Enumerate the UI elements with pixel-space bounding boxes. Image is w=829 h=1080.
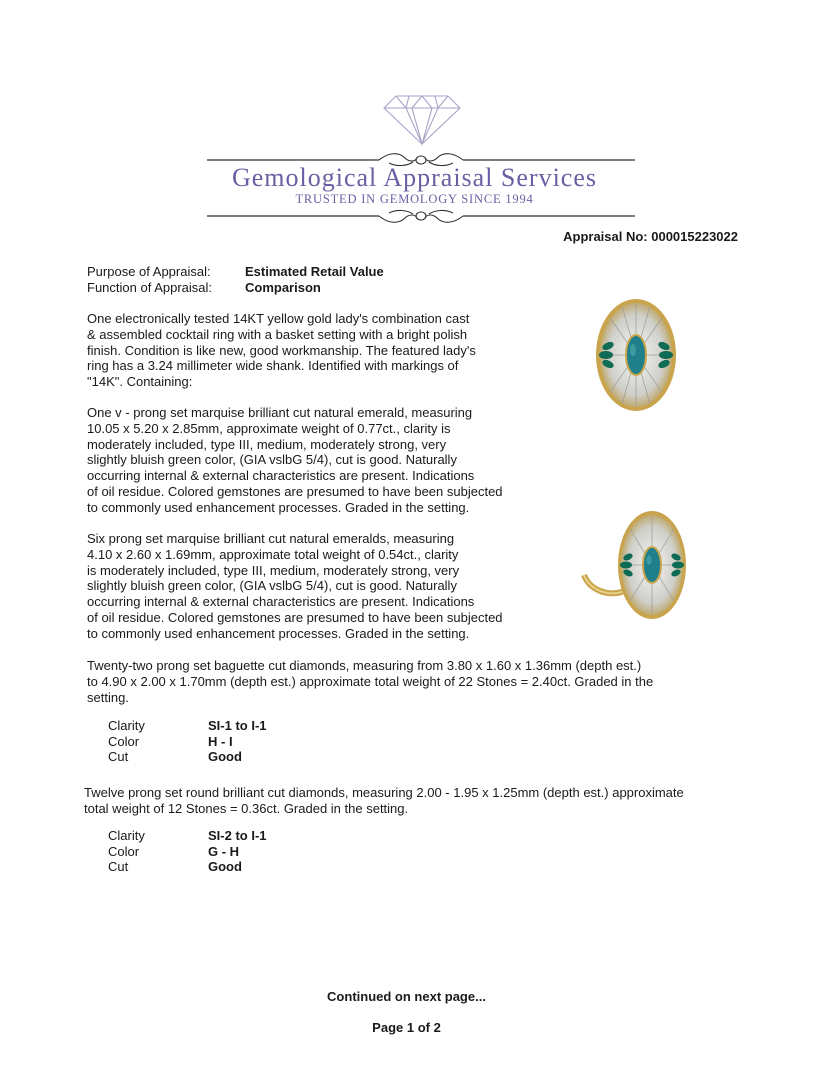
spec-row [108,734,267,750]
ornament-rule-bottom [207,205,635,227]
continued-notice: Continued on next page... [327,989,486,1004]
spec-value: G - H [208,843,240,859]
spec-row [108,859,267,875]
spec-row [108,718,267,734]
spec-value: SI-2 to I-1 [208,828,267,843]
spec-row [108,828,267,844]
ring-photo-top-view [588,296,684,414]
spec-label: Clarity [108,828,145,843]
page-number: Page 1 of 2 [372,1020,441,1035]
function-value: Comparison [245,280,321,295]
spec-value: H - I [208,733,233,749]
baguette-diamonds-description: Twenty-two prong set baguette cut diamonds, measuring from 3.80 x 1.60 x 1.36mm (depth est.) to 4.90 x 2.00 x 1.70mm (depth est.) approximate total weight of 22 Stones = 2.40ct. Graded in the setting. [87,658,654,705]
spec-label: Cut [108,749,129,764]
appraisal-number: Appraisal No: 000015223022 [563,229,738,244]
baguette-spec-table [108,718,267,765]
purpose-label: Purpose of Appraisal: [87,264,211,279]
purpose-row [87,264,384,279]
spec-value: SI-1 to I-1 [208,718,267,733]
center-emerald-description: One v - prong set marquise brilliant cut natural emerald, measuring 10.05 x 5.20 x 2.85mm, approximate weight of 0.77ct., clarity is moderately included, type III, medium, moderately strong, very slightly bluish green color, (GIA vslbG 5/4), cut is good. Naturally occurring internal & external characteristics are present. Indications of oil residue. Colored gemstones are presumed to have been subjected to commonly used enhancement processes. Graded in the setting. [87,405,503,515]
spec-label: Color [108,733,140,749]
purpose-value: Estimated Retail Value [245,264,384,279]
round-diamonds-description: Twelve prong set round brilliant cut diamonds, measuring 2.00 - 1.95 x 1.25mm (depth est.) approximate total weight of 12 Stones = 0.36ct. Graded in the setting. [84,785,684,816]
spec-label: Color [108,843,140,859]
spec-row [108,749,267,765]
company-name: Gemological Appraisal Services [231,163,598,192]
spec-value: Good [208,749,242,764]
side-emeralds-description: Six prong set marquise brilliant cut natural emeralds, measuring 4.10 x 2.60 x 1.69mm, approximate total weight of 0.54ct., clarity is moderately included, type III, medium, moderately strong, very slightly bluish green color, (GIA vslbG 5/4), cut is good. Naturally occurring internal & external characteristics are present. Indications of oil residue. Colored gemstones are presumed to have been subjected to commonly used enhancement processes. Graded in the setting. [87,531,503,641]
function-row [87,280,321,295]
spec-value: Good [208,859,242,874]
spec-row [108,844,267,860]
diamond-logo-icon [382,94,462,146]
ring-photo-angled-view [580,505,690,625]
spec-label: Cut [108,859,129,874]
round-spec-table [108,828,267,875]
function-label: Function of Appraisal: [87,280,213,295]
spec-label: Clarity [108,718,145,733]
ring-description: One electronically tested 14KT yellow gold lady's combination cast & assembled cocktail ring with a basket setting with a bright polish finish. Condition is like new, good workmanship. The featured lady's ring has a 3.24 millimeter wide shank. Identified with markings of "14K". Containing: [87,311,476,390]
company-tagline: TRUSTED IN GEMOLOGY SINCE 1994 [295,192,534,206]
